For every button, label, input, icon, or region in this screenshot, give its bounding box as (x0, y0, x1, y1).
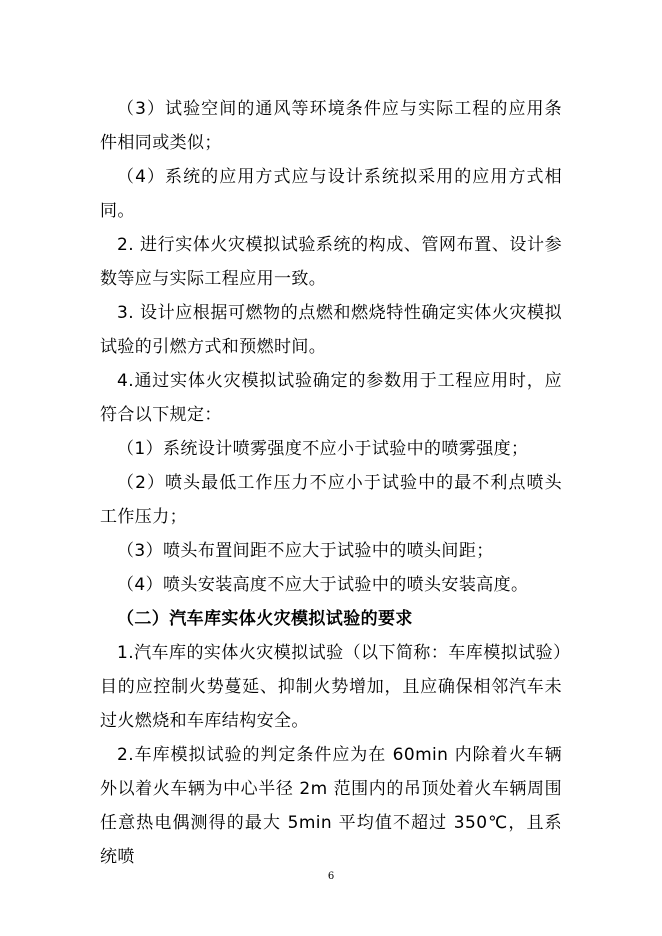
paragraph-3-ignition: 3. 设计应根据可燃物的点燃和燃烧特性确定实体火灾模拟试验的引燃方式和预燃时间。 (100, 303, 562, 357)
page-number: 6 (327, 871, 335, 882)
section-heading-garage-test: （二）汽车库实体火灾模拟试验的要求 (117, 609, 413, 629)
paragraph-item-1-spray-intensity: （1）系统设计喷雾强度不应小于试验中的喷雾强度； (117, 439, 529, 459)
page-body (100, 92, 562, 874)
paragraph-item-4-height: （4）喷头安装高度不应大于试验中的喷头安装高度。 (117, 575, 529, 595)
paragraph-item-3-spacing: （3）喷头布置间距不应大于试验中的喷头间距； (117, 541, 494, 561)
paragraph-item-4-application: （4）系统的应用方式应与设计系统拟采用的应用方式相同。 (100, 167, 562, 221)
paragraph-2-system-composition: 2. 进行实体火灾模拟试验系统的构成、管网布置、设计参数等应与实际工程应用一致。 (100, 235, 562, 289)
paragraph-2-judgment-criteria: 2.车库模拟试验的判定条件应为在 60min 内除着火车辆外以着火车辆为中心半径 2m 范围内的吊顶处着火车辆周围任意热电偶测得的最大 5min 平均值不超过 350℃，且系统喷 (100, 745, 562, 867)
paragraph-item-3-ventilation: （3）试验空间的通风等环境条件应与实际工程的应用条件相同或类似； (100, 99, 562, 153)
paragraph-item-2-working-pressure: （2）喷头最低工作压力不应小于试验中的最不利点喷头工作压力； (100, 473, 562, 527)
paragraph-4-parameters: 4.通过实体火灾模拟试验确定的参数用于工程应用时，应符合以下规定： (100, 371, 562, 425)
paragraph-1-garage-purpose: 1.汽车库的实体火灾模拟试验（以下简称：车库模拟试验）目的应控制火势蔓延、抑制火势增加，且应确保相邻汽车未过火燃烧和车库结构安全。 (100, 643, 562, 731)
